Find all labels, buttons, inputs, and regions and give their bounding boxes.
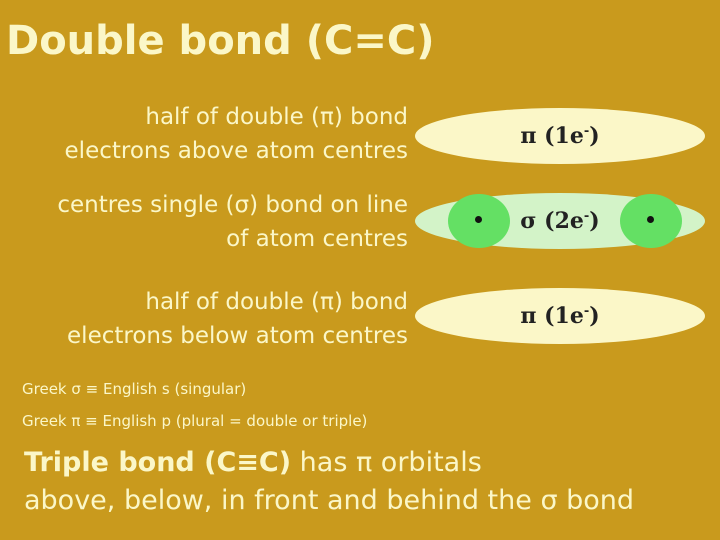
triple-bond-line2: above, below, in front and behind the σ bond (24, 485, 635, 516)
pi-orbital-lower (415, 288, 705, 344)
triple-bond-heading: Triple bond (C≡C) (24, 447, 292, 478)
atom-lobe-right (620, 194, 682, 248)
pi-upper-description (65, 100, 408, 168)
nucleus-dot-right (647, 216, 654, 223)
pi-lower-description (67, 285, 408, 353)
pi-orbital-lower-label: π (1e-) (520, 303, 600, 329)
page-title: Double bond (C=C) (6, 18, 435, 64)
pi-upper-line2: electrons above atom centres (64, 138, 408, 164)
sigma-orbital-label: σ (2e-) (520, 208, 600, 234)
note-pi: Greek π ≡ English p (plural = double or triple) (22, 412, 368, 430)
sigma-line1: centres single (σ) bond on line (57, 192, 408, 218)
sigma-description (57, 188, 408, 256)
pi-lower-line1: half of double (π) bond (145, 289, 408, 315)
atom-lobe-left (448, 194, 510, 248)
note-sigma: Greek σ ≡ English s (singular) (22, 380, 247, 398)
triple-bond-line1: Triple bond (C≡C) has π orbitals (24, 447, 482, 478)
pi-orbital-upper-label: π (1e-) (520, 123, 600, 149)
pi-orbital-upper (415, 108, 705, 164)
pi-upper-line1: half of double (π) bond (145, 104, 408, 130)
sigma-line2: of atom centres (226, 226, 408, 252)
nucleus-dot-left (475, 216, 482, 223)
pi-lower-line2: electrons below atom centres (67, 323, 408, 349)
